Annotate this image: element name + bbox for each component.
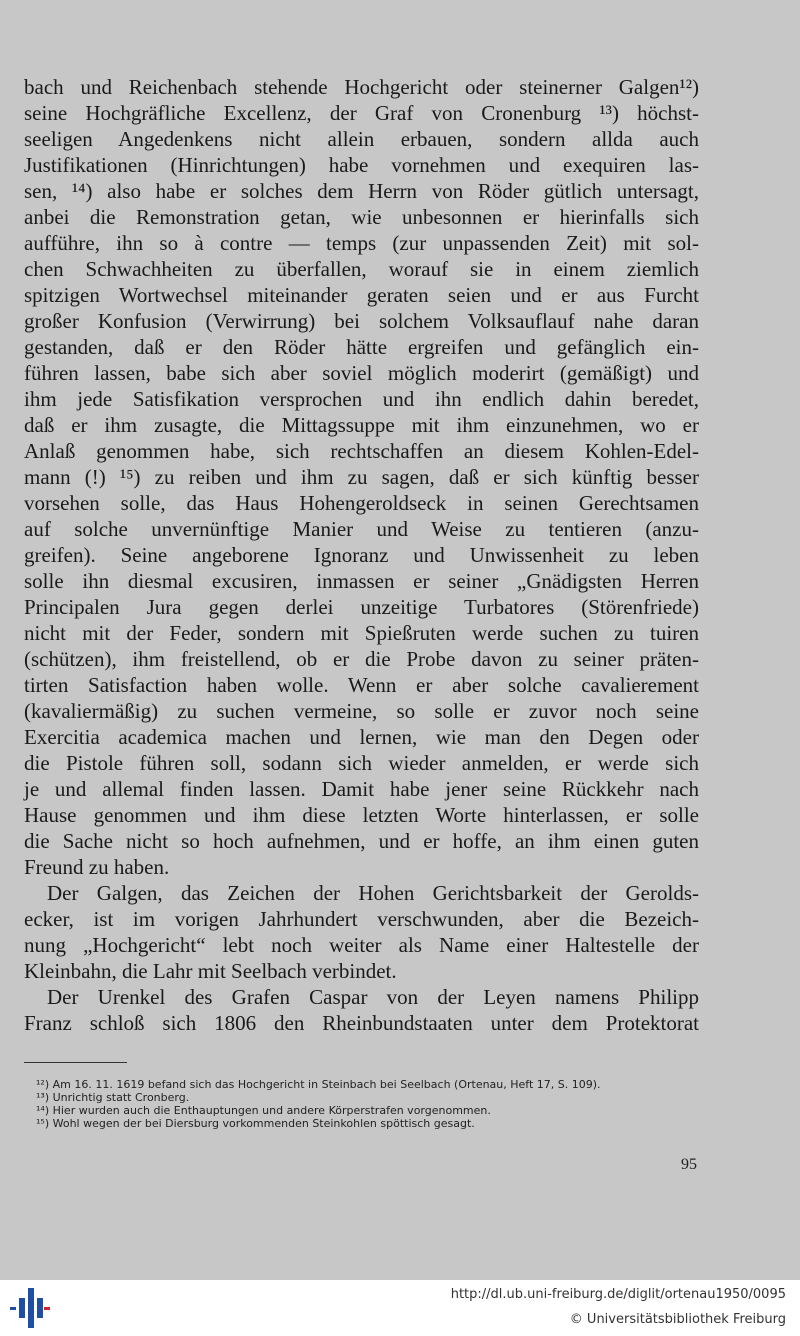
text-line: bach und Reichenbach stehende Hochgericht oder steinerner Galgen¹²) bbox=[24, 75, 699, 99]
text-line: aufführe, ihn so à contre — temps (zur unpassenden Zeit) mit sol- bbox=[24, 231, 699, 255]
text-line: anbei die Remonstration getan, wie unbesonnen er hierinfalls sich bbox=[24, 205, 699, 229]
text-line: vorsehen solle, das Haus Hohengeroldseck in seinen Gerechtsamen bbox=[24, 491, 699, 515]
text-line: Der Urenkel des Grafen Caspar von der Leyen namens Philipp bbox=[47, 985, 699, 1009]
text-line: ihm jede Satisfikation versprochen und ihn endlich dahin beredet, bbox=[24, 387, 699, 411]
text-line: seeligen Angedenkens nicht allein erbauen, sondern allda auch bbox=[24, 127, 699, 151]
ub-freiburg-logo-icon bbox=[10, 1286, 50, 1330]
text-line: Der Galgen, das Zeichen der Hohen Gerichtsbarkeit der Gerolds- bbox=[47, 881, 699, 905]
text-line: gestanden, daß er den Röder hätte ergreifen und gefänglich ein- bbox=[24, 335, 699, 359]
text-line: sen, ¹⁴) also habe er solches dem Herrn von Röder gütlich untersagt, bbox=[24, 179, 699, 203]
text-line: die Pistole führen soll, sodann sich wieder anmelden, er werde sich bbox=[24, 751, 699, 775]
text-line: die Sache nicht so hoch aufnehmen, und er hoffe, an ihm einen guten bbox=[24, 829, 699, 853]
footnote: ¹⁵) Wohl wegen der bei Diersburg vorkommenden Steinkohlen spöttisch gesagt. bbox=[36, 1117, 475, 1130]
text-line: spitzigen Wortwechsel miteinander geraten seien und er aus Furcht bbox=[24, 283, 699, 307]
text-line: greifen). Seine angeborene Ignoranz und Unwissenheit zu leben bbox=[24, 543, 699, 567]
text-line: je und allemal finden lassen. Damit habe jener seine Rückkehr nach bbox=[24, 777, 699, 801]
text-line: ecker, ist im vorigen Jahrhundert verschwunden, aber die Bezeich- bbox=[24, 907, 699, 931]
footnote-divider bbox=[24, 1062, 127, 1063]
footnote: ¹⁴) Hier wurden auch die Enthauptungen und andere Körperstrafen vorgenommen. bbox=[36, 1104, 491, 1117]
page-number: 95 bbox=[681, 1156, 697, 1173]
text-line: Kleinbahn, die Lahr mit Seelbach verbindet. bbox=[24, 959, 397, 983]
text-line: solle ihn diesmal excusiren, inmassen er seiner „Gnädigsten Herren bbox=[24, 569, 699, 593]
text-line: Exercitia academica machen und lernen, wie man den Degen oder bbox=[24, 725, 699, 749]
text-line: seine Hochgräfliche Excellenz, der Graf von Cronenburg ¹³) höchst- bbox=[24, 101, 699, 125]
viewer-footer bbox=[0, 1280, 800, 1336]
text-line: Franz schloß sich 1806 den Rheinbundstaaten unter dem Protektorat bbox=[24, 1011, 699, 1035]
text-line: (schützen), ihm freistellend, ob er die Probe davon zu seiner präten- bbox=[24, 647, 699, 671]
text-line: Hause genommen und ihm diese letzten Worte hinterlassen, er solle bbox=[24, 803, 699, 827]
text-line: mann (!) ¹⁵) zu reiben und ihm zu sagen, daß er sich künftig besser bbox=[24, 465, 699, 489]
text-line: nung „Hochgericht“ lebt noch weiter als Name einer Haltestelle der bbox=[24, 933, 699, 957]
text-line: chen Schwachheiten zu überfallen, worauf sie in einem ziemlich bbox=[24, 257, 699, 281]
text-line: (kavaliermäßig) zu suchen vermeine, so solle er zuvor noch seine bbox=[24, 699, 699, 723]
text-line: Anlaß genommen habe, sich rechtschaffen an diesem Kohlen-Edel- bbox=[24, 439, 699, 463]
text-line: Justifikationen (Hinrichtungen) habe vornehmen und exequiren las- bbox=[24, 153, 699, 177]
text-line: großer Konfusion (Verwirrung) bei solchem Volksauflauf nahe daran bbox=[24, 309, 699, 333]
text-line: daß er ihm zusagte, die Mittagssuppe mit ihm einzunehmen, wo er bbox=[24, 413, 699, 437]
document-url-link[interactable]: http://dl.ub.uni-freiburg.de/diglit/ortenau1950/0095 bbox=[450, 1287, 786, 1302]
text-line: Principalen Jura gegen derlei unzeitige Turbatores (Störenfriede) bbox=[24, 595, 699, 619]
text-line: nicht mit der Feder, sondern mit Spießruten werde suchen zu tuiren bbox=[24, 621, 699, 645]
text-line: tirten Satisfaction haben wolle. Wenn er aber solche cavalierement bbox=[24, 673, 699, 697]
text-line: führen lassen, babe sich aber soviel möglich moderirt (gemäßigt) und bbox=[24, 361, 699, 385]
text-line: auf solche unvernünftige Manier und Weise zu tentieren (anzu- bbox=[24, 517, 699, 541]
footnote: ¹²) Am 16. 11. 1619 befand sich das Hochgericht in Steinbach bei Seelbach (Ortenau, Heft 17, S. 109). bbox=[36, 1078, 601, 1091]
text-line: Freund zu haben. bbox=[24, 855, 170, 879]
copyright-notice: © Universitätsbibliothek Freiburg bbox=[569, 1312, 786, 1327]
footnote: ¹³) Unrichtig statt Cronberg. bbox=[36, 1091, 190, 1104]
